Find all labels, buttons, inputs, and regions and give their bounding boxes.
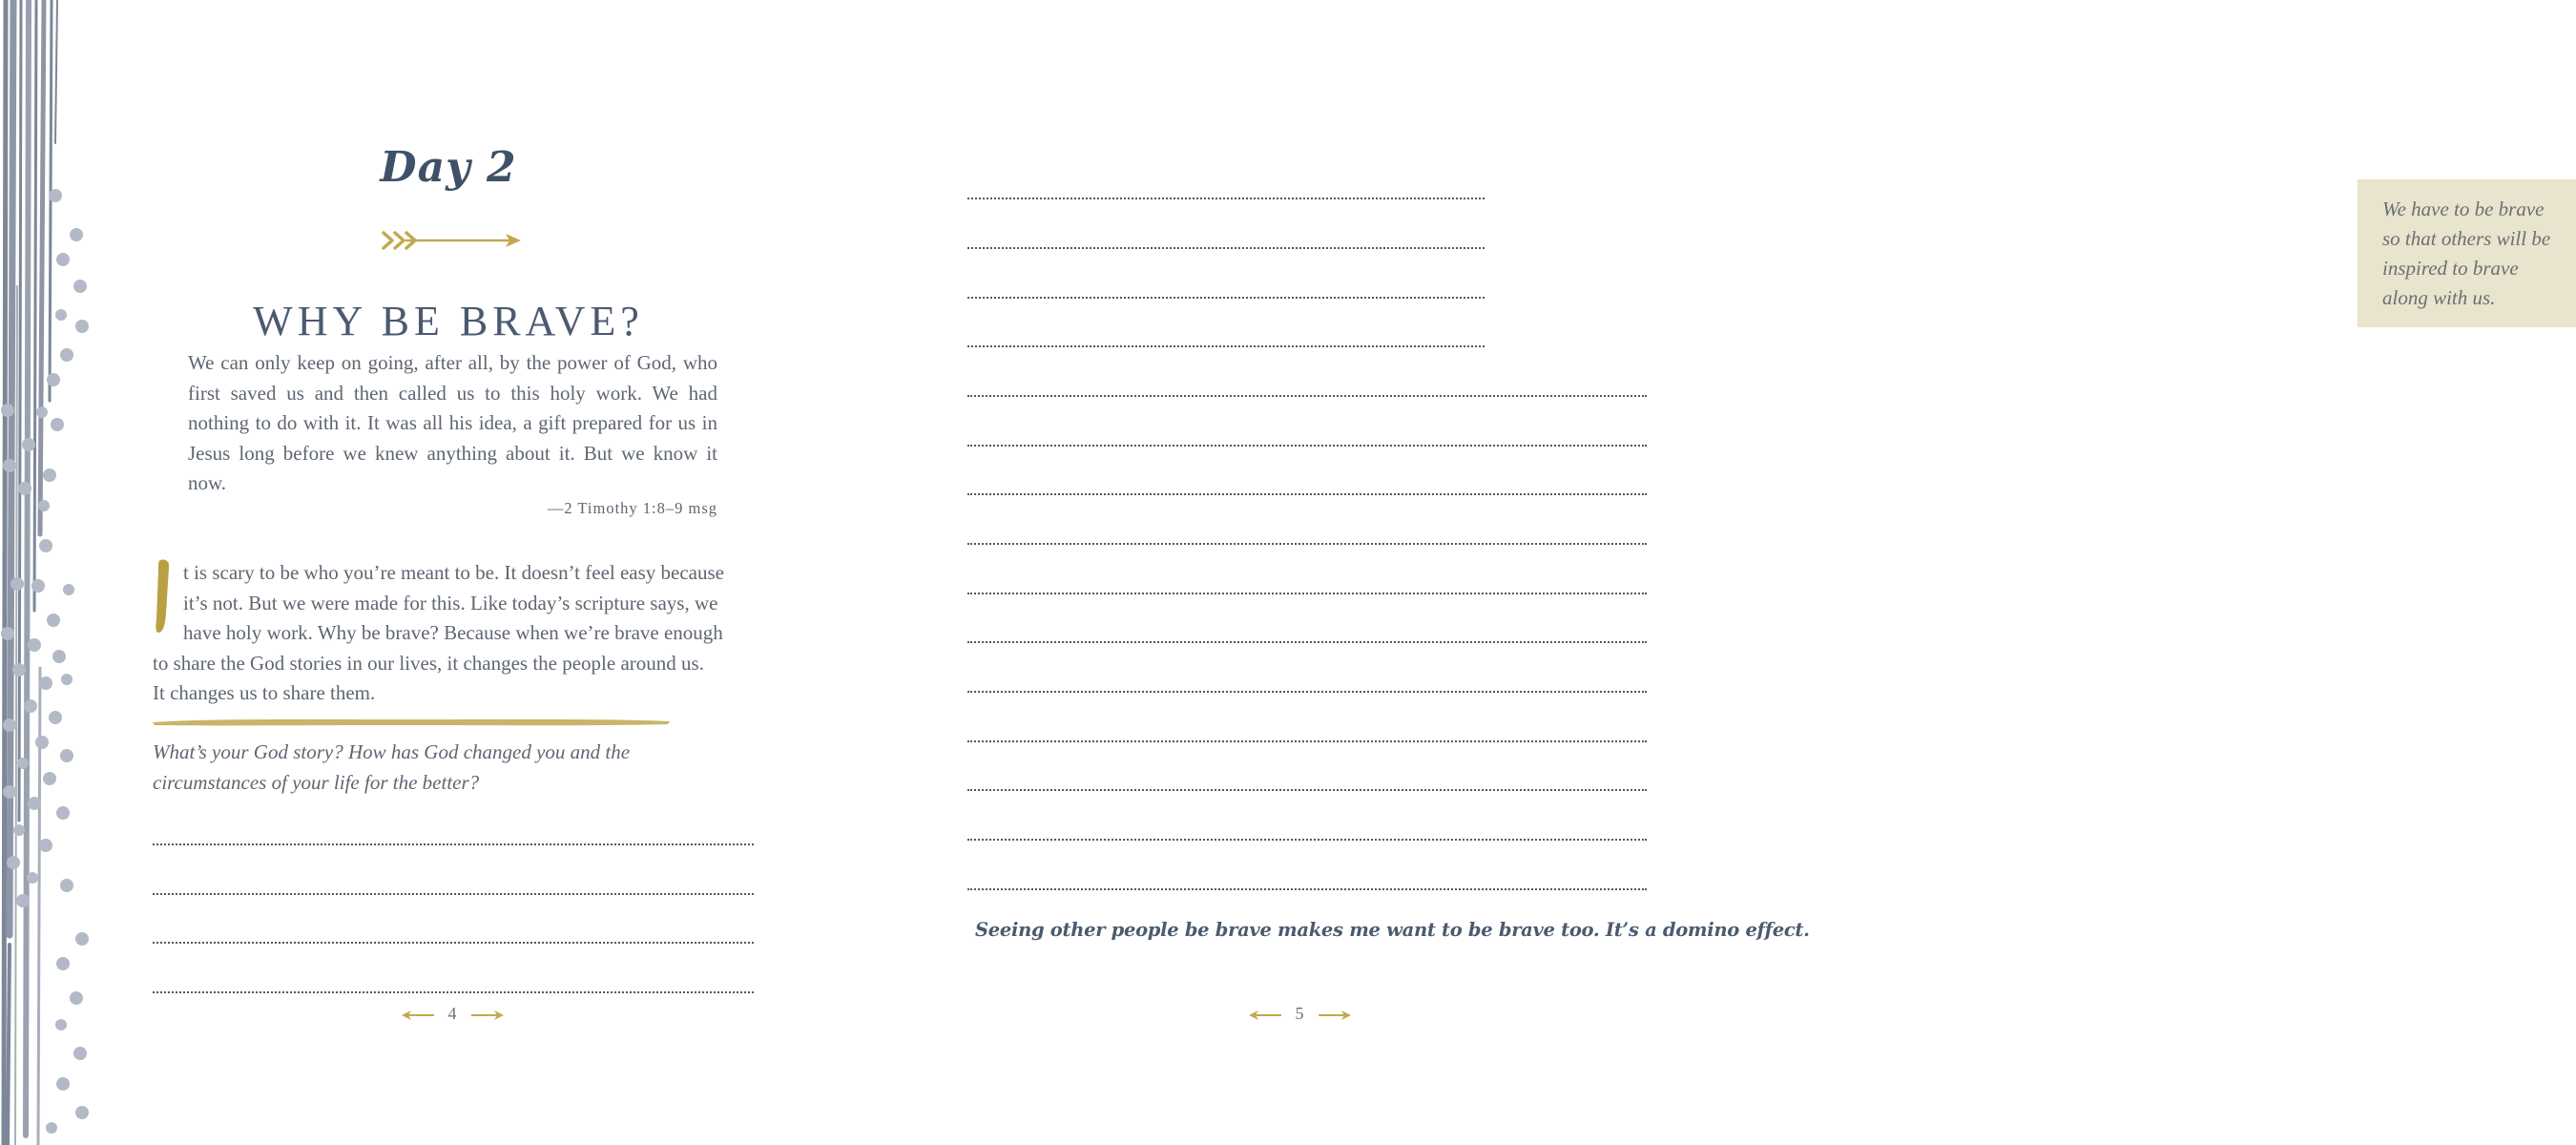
arrow-left-icon [1249, 1010, 1281, 1020]
writing-line[interactable] [967, 839, 1647, 841]
writing-line[interactable] [153, 991, 754, 993]
scripture-quote [188, 348, 717, 499]
writing-line[interactable] [967, 493, 1647, 495]
arrow-divider-icon [382, 229, 523, 252]
callout-text: We have to be brave so that others will be inspired to brave along with us. [2382, 198, 2551, 309]
body-line: t is scary to be who you’re meant to be. It doesn’t feel easy because [183, 561, 724, 584]
right-page [859, 0, 2551, 1145]
writing-line[interactable] [967, 740, 1647, 742]
writing-line[interactable] [967, 789, 1647, 791]
journal-prompt: What’s your God story? How has God changed you and the circumstances of your life for the better? [153, 740, 631, 794]
body-paragraph [153, 558, 754, 709]
body-line: It changes us to share them. [153, 681, 376, 704]
writing-line[interactable] [967, 445, 1647, 447]
writing-line[interactable] [967, 543, 1647, 545]
writing-line[interactable] [967, 641, 1647, 643]
writing-line[interactable] [967, 395, 1647, 397]
body-line: it’s not. But we were made for this. Like today’s scripture says, we [183, 591, 718, 614]
page-number-right [1242, 1004, 1357, 1027]
scripture-citation: —2 Timothy 1:8–9 msg [547, 499, 717, 517]
writing-line[interactable] [967, 888, 1647, 890]
writing-line[interactable] [967, 198, 1485, 199]
page-number: 5 [1295, 1004, 1304, 1023]
body-line: have holy work. Why be brave? Because when we’re brave enough [183, 621, 723, 644]
quote-callout [2358, 179, 2576, 327]
arrow-right-icon [471, 1010, 504, 1020]
body-line: to share the God stories in our lives, it changes the people around us. [153, 651, 704, 675]
arrow-right-icon [1319, 1010, 1351, 1020]
gold-brush-divider [153, 717, 670, 728]
page-number-left [395, 1004, 509, 1027]
day-heading: Day 2 [380, 143, 517, 192]
writing-line[interactable] [967, 345, 1485, 347]
closing-quote: Seeing other people be brave makes me want to be brave too. It’s a domino effect. [975, 919, 1810, 941]
writing-line[interactable] [153, 942, 754, 944]
arrow-left-icon [402, 1010, 434, 1020]
page-title: WHY BE BRAVE? [253, 298, 644, 345]
brush-dot-decoration [0, 0, 105, 1145]
page-number: 4 [447, 1004, 457, 1023]
writing-line[interactable] [967, 593, 1647, 594]
writing-line[interactable] [153, 893, 754, 895]
writing-line[interactable] [967, 691, 1647, 693]
left-page [0, 0, 859, 1145]
scripture-text: We can only keep on going, after all, by the power of God, who first saved us and then called us to this holy work. We had nothing to do with it. It was all his idea, a gift prepared for us in Jesus long before we knew anything about it. But we know it now. [188, 351, 717, 494]
writing-line[interactable] [153, 843, 754, 845]
writing-line[interactable] [967, 297, 1485, 299]
writing-line[interactable] [967, 247, 1485, 249]
